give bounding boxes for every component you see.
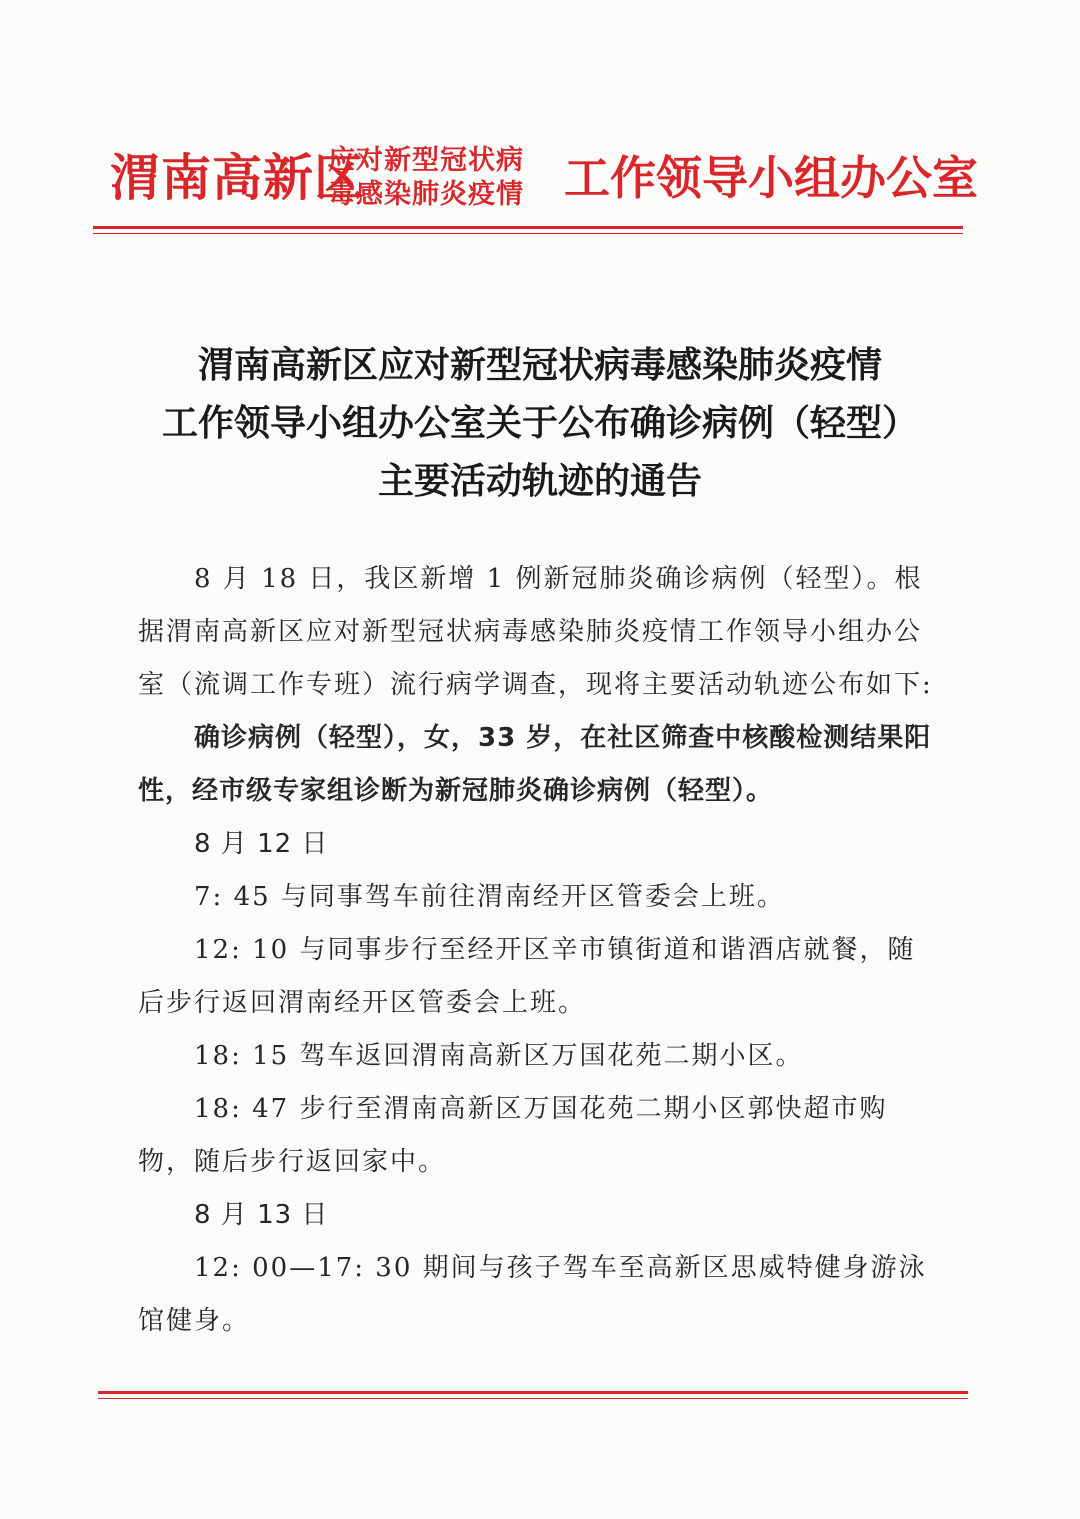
title-line-2: 工作领导小组办公室关于公布确诊病例（轻型） [161,402,918,444]
letterhead-middle [328,144,560,212]
date-heading-1: 8 月 12 日 [194,829,329,859]
document-title [100,336,980,510]
letterhead [100,138,978,220]
timeline-entry-3: 18: 15 驾车返回渭南高新区万国花苑二期小区。 [194,1041,804,1071]
title-line-3: 主要活动轨迹的通告 [377,460,702,502]
date-heading-2: 8 月 13 日 [194,1200,329,1230]
header-rule-thin [93,233,963,234]
letterhead-org: 渭南高新区 [110,148,365,207]
document-body [138,553,943,1348]
header-rule-thick [93,226,963,229]
footer-rule-thick [98,1391,968,1394]
timeline-entry-2: 12: 10 与同事步行至经开区辛市镇街道和谐酒店就餐，随后步行返回渭南经开区管委会上班。 [138,935,916,1018]
intro-paragraph: 8 月 18 日，我区新增 1 例新冠肺炎确诊病例（轻型）。根据渭南高新区应对新型冠状病毒感染肺炎疫情工作领导小组办公室（流调工作专班）流行病学调查，现将主要活动轨迹公布如下: [138,564,933,700]
title-line-1: 渭南高新区应对新型冠状病毒感染肺炎疫情 [197,344,882,386]
case-paragraph: 确诊病例（轻型），女，33 岁，在社区筛查中核酸检测结果阳性，经市级专家组诊断为新冠肺炎确诊病例（轻型）。 [138,723,932,806]
timeline-entry-1: 7: 45 与同事驾车前往渭南经开区管委会上班。 [194,882,785,912]
footer-rule-thin [98,1398,968,1399]
letterhead-office: 工作领导小组办公室 [564,151,978,205]
timeline-entry-4: 18: 47 步行至渭南高新区万国花苑二期小区郭快超市购物，随后步行返回家中。 [138,1094,888,1177]
timeline-entry-5: 12: 00—17: 30 期间与孩子驾车至高新区思威特健身游泳馆健身。 [138,1253,927,1336]
letterhead-middle-line2: 毒感染肺炎疫情 [328,179,524,210]
letterhead-middle-line1: 应对新型冠状病 [328,145,524,176]
